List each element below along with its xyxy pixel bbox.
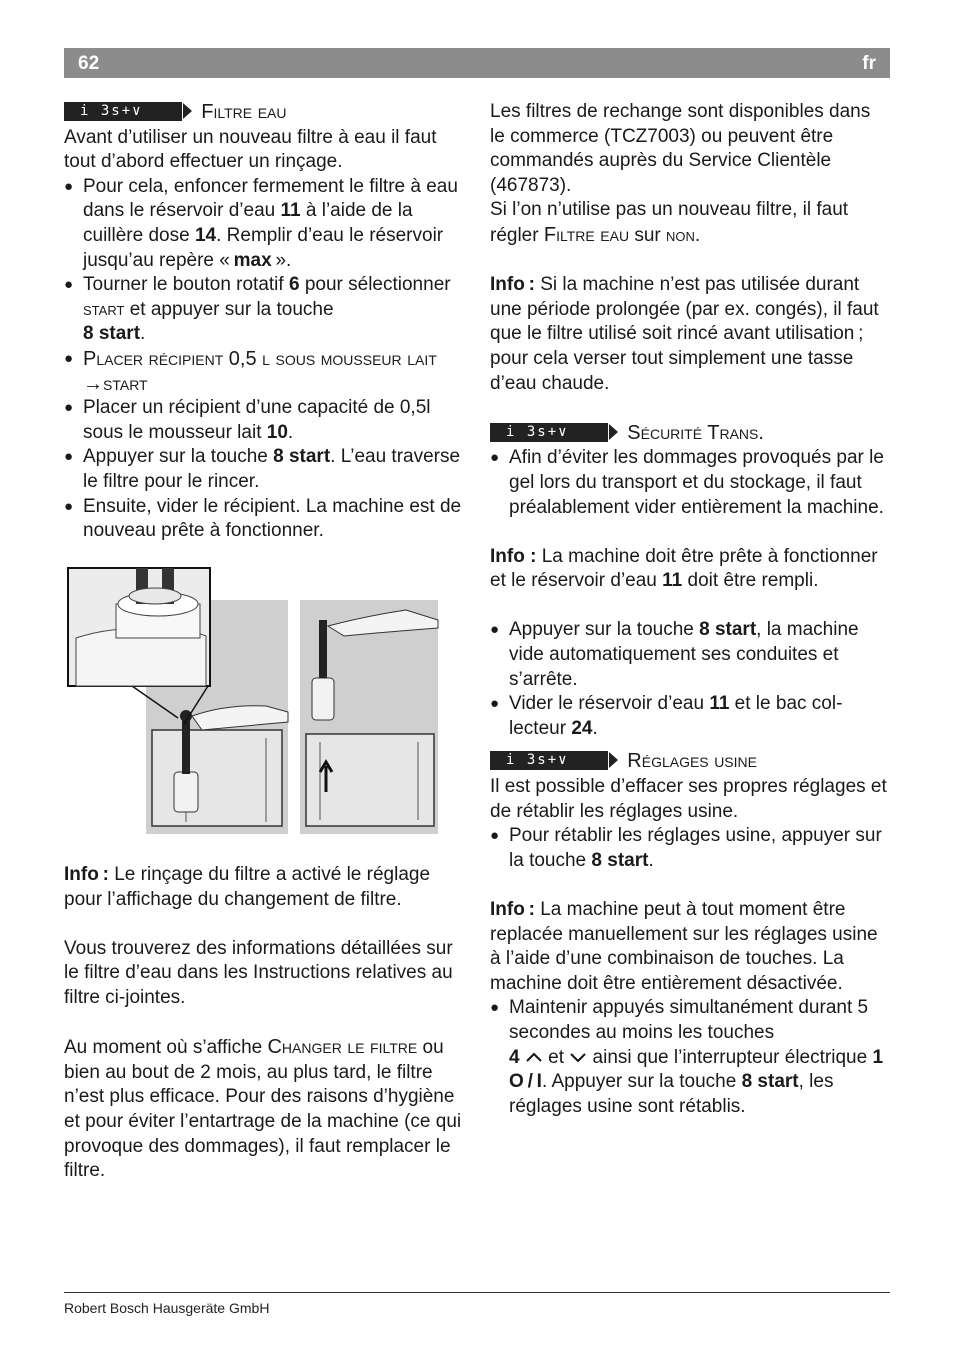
list-item: ● Pour rétablir les réglages usine, appuyer sur la touche 8 start. [490, 824, 890, 873]
info-note: Info : La machine peut à tout moment être replacée manuellement sur les réglages usine à l’aide d’une combinaison de touches. La machine doit être entièrement désactivée. [490, 899, 878, 994]
section-heading-reglages-usine: i 3s+∨ Réglages usine [490, 749, 890, 775]
footer-divider [64, 1292, 890, 1293]
factory-reset-paragraph: Il est possible d’effacer ses propres réglages et de rétablir les réglages usine. [490, 776, 887, 822]
list-item: ● Appuyer sur la touche 8 start. L’eau traverse le filtre pour le rincer. [64, 445, 464, 494]
section-heading-securite-trans: i 3s+∨ Sécurité Trans. [490, 421, 890, 447]
list-item: ● Vider le réservoir d’eau 11 et le bac collecteur 24. [490, 692, 890, 741]
section-heading-filtre-eau: i 3s+∨ Filtre eau [64, 100, 464, 126]
filter-installation-illustration [66, 566, 440, 838]
filter-replace-paragraph: Au moment où s’affiche Changer le filtre ou bien au bout de 2 mois, au plus tard, le filtre n’est plus efficace. Pour des raisons d’hygiène et pour éviter l’entartrage de la machine (ce qui provoque des dommages), il faut remplacer le filtre. [64, 1036, 462, 1182]
no-filter-paragraph: Si l’on n’utilise pas un nouveau filtre, il faut régler Filtre eau sur non. [490, 199, 849, 246]
list-item: ● Maintenir appuyés simultanément durant 5 secondes au moins les touches 4 et ainsi que l’interrupteur électrique 1 O / I. Appuyer sur la touche 8 start, les réglages usine sont rétablis. [490, 996, 890, 1119]
chevron-up-icon [525, 1051, 543, 1063]
water-filter-icon [312, 678, 334, 720]
left-column-lower [64, 863, 464, 1184]
info-note: Info : Si la machine n’est pas utilisée durant une période prolongée (par ex. congés), il faut que le filtre utilisé soit rincé avant utilisation ; pour cela verser tout simplement une tasse d’eau chaude. [490, 274, 879, 394]
intro-text: Avant d’utiliser un nouveau filtre à eau il faut tout d’abord effectuer un rinçage. [64, 126, 437, 173]
language-code: fr [862, 53, 876, 74]
list-item: ● Appuyer sur la touche 8 start, la machine vide automatiquement ses conduites et s’arrête. [490, 618, 890, 692]
menu-path-badge: i 3s+∨ [64, 102, 182, 121]
footer-company: Robert Bosch Hausgeräte GmbH [64, 1300, 270, 1316]
info-note: Info : Le rinçage du filtre a activé le réglage pour l’affichage du changement de filtre. [64, 864, 431, 910]
list-item: ● Ensuite, vider le récipient. La machine est de nouveau prête à fonctionner. [64, 495, 464, 544]
list-item: ● Afin d’éviter les dommages provoqués par le gel lors du transport et du stockage, il faut préalablement vider entièrement la machine. [490, 446, 890, 520]
list-item: ● Placer un récipient d’une capacité de 0,5l sous le mousseur lait 10. [64, 396, 464, 445]
menu-path-badge: i 3s+∨ [490, 423, 608, 442]
left-column [64, 100, 464, 544]
chevron-down-icon [569, 1051, 587, 1063]
list-item-display-text: ● Placer récipient 0,5 l sous mousseur lait →start [64, 347, 464, 396]
list-item: ● Tourner le bouton rotatif 6 pour sélectionner start et appuyer sur la touche 8 start. [64, 273, 464, 347]
list-item: ● Pour cela, enfoncer fermement le filtre à eau dans le réservoir d’eau 11 à l’aide de la cuillère dose 14. Remplir d’eau le réservoir jusqu’au repère « max ». [64, 175, 464, 273]
page-header [64, 48, 890, 78]
page-number: 62 [78, 53, 100, 74]
info-note: Info : La machine doit être prête à fonctionner et le réservoir d’eau 11 doit être rempli. [490, 545, 878, 592]
replacement-filters-paragraph: Les filtres de rechange sont disponibles dans le commerce (TCZ7003) ou peuvent être commandés auprès du Service Clientèle (467873). [490, 101, 871, 196]
filter-info-paragraph: Vous trouverez des informations détaillées sur le filtre d’eau dans les Instructions relatives au filtre ci-jointes. [64, 937, 453, 1008]
right-column [490, 100, 890, 1119]
menu-path-badge: i 3s+∨ [490, 751, 608, 770]
